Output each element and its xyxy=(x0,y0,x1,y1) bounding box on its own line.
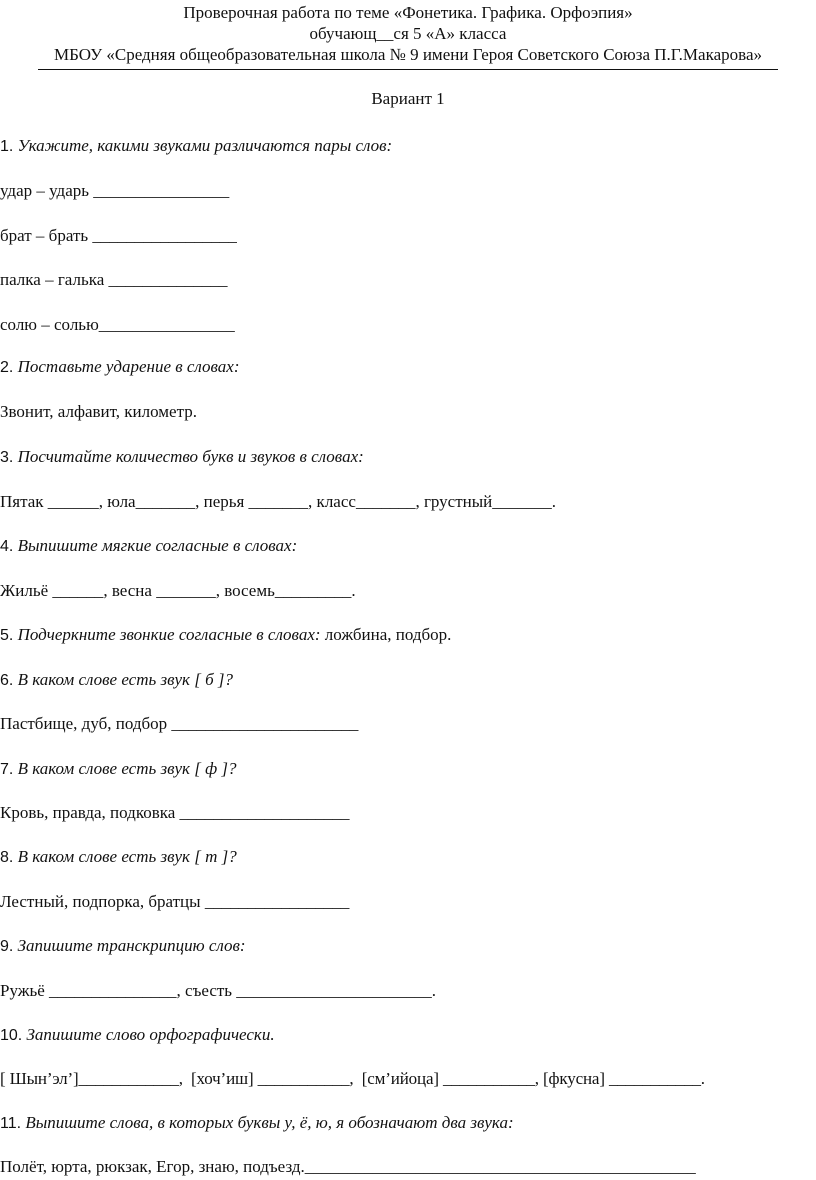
task-11 xyxy=(0,1112,810,1135)
task-number: 4. xyxy=(0,538,14,555)
task-number: 8. xyxy=(0,849,14,866)
header-class: обучающ__ся 5 «А» класса xyxy=(309,24,507,43)
answer-line[interactable]: Ружьё _______________, съесть _______________________. xyxy=(0,981,437,1000)
task-number: 6. xyxy=(0,672,14,689)
answer-line[interactable]: Кровь, правда, подковка ____________________ xyxy=(0,803,350,822)
task-9 xyxy=(0,935,810,958)
task-5 xyxy=(0,624,810,647)
task-1 xyxy=(0,135,810,158)
answer-line[interactable]: [ Шын’эл’]____________, [хоч’иш] ___________, [см’ийоца] ___________, [фкусна] ___________. xyxy=(0,1069,705,1088)
task-10 xyxy=(0,1024,810,1047)
task-instruction: Запишите слово орфографически. xyxy=(26,1025,275,1044)
answer-line[interactable]: брат – брать _________________ xyxy=(0,226,237,245)
task-instruction: Посчитайте количество букв и звуков в словах: xyxy=(17,447,364,466)
task-7 xyxy=(0,758,810,781)
task-instruction: Укажите, какими звуками различаются пары слов: xyxy=(17,136,393,155)
task-2 xyxy=(0,356,810,379)
task-instruction: Поставьте ударение в словах: xyxy=(17,357,240,376)
task-8 xyxy=(0,846,810,869)
answer-line[interactable]: удар – ударь ________________ xyxy=(0,181,230,200)
answer-line[interactable]: Пастбище, дуб, подбор ______________________ xyxy=(0,714,359,733)
task-instruction: В каком слове есть звук [ т ]? xyxy=(17,847,237,866)
task-number: 10. xyxy=(0,1027,23,1044)
task-4 xyxy=(0,535,810,558)
task-number: 11. xyxy=(0,1115,22,1132)
task-instruction: В каком слове есть звук [ б ]? xyxy=(17,670,234,689)
task-instruction: В каком слове есть звук [ ф ]? xyxy=(17,759,237,778)
task-number: 7. xyxy=(0,761,14,778)
task-number: 1. xyxy=(0,138,14,155)
answer-line[interactable]: Полёт, юрта, рюкзак, Егор, знаю, подъезд.______________________________________________ xyxy=(0,1157,696,1176)
header-school: МБОУ «Средняя общеобразовательная школа № 9 имени Героя Советского Союза П.Г.Макарова» xyxy=(53,45,762,64)
answer-line: Звонит, алфавит, километр. xyxy=(0,402,197,421)
task-words: ложбина, подбор. xyxy=(320,625,452,644)
answer-line[interactable]: Лестный, подпорка, братцы _________________ xyxy=(0,892,350,911)
answer-line[interactable]: палка – галька ______________ xyxy=(0,270,228,289)
task-instruction: Выпишите мягкие согласные в словах: xyxy=(17,536,298,555)
task-number: 5. xyxy=(0,627,14,644)
answer-line[interactable]: солю – солью________________ xyxy=(0,315,235,334)
answer-line[interactable]: Жильё ______, весна _______, восемь_________. xyxy=(0,581,356,600)
task-number: 2. xyxy=(0,359,14,376)
task-instruction: Подчеркните звонкие согласные в словах: xyxy=(17,625,321,644)
task-number: 3. xyxy=(0,449,14,466)
task-3 xyxy=(0,446,810,469)
task-number: 9. xyxy=(0,938,14,955)
task-instruction: Запишите транскрипцию слов: xyxy=(17,936,246,955)
header-title: Проверочная работа по теме «Фонетика. Графика. Орфоэпия» xyxy=(183,3,633,22)
answer-line[interactable]: Пятак ______, юла_______, перья _______, класс_______, грустный_______. xyxy=(0,492,557,511)
task-instruction: Выпишите слова, в которых буквы у, ё, ю, я обозначают два звука: xyxy=(25,1113,514,1132)
header-rule xyxy=(38,69,778,70)
document-header xyxy=(0,2,816,70)
variant-title: Вариант 1 xyxy=(371,89,445,108)
task-6 xyxy=(0,669,810,692)
